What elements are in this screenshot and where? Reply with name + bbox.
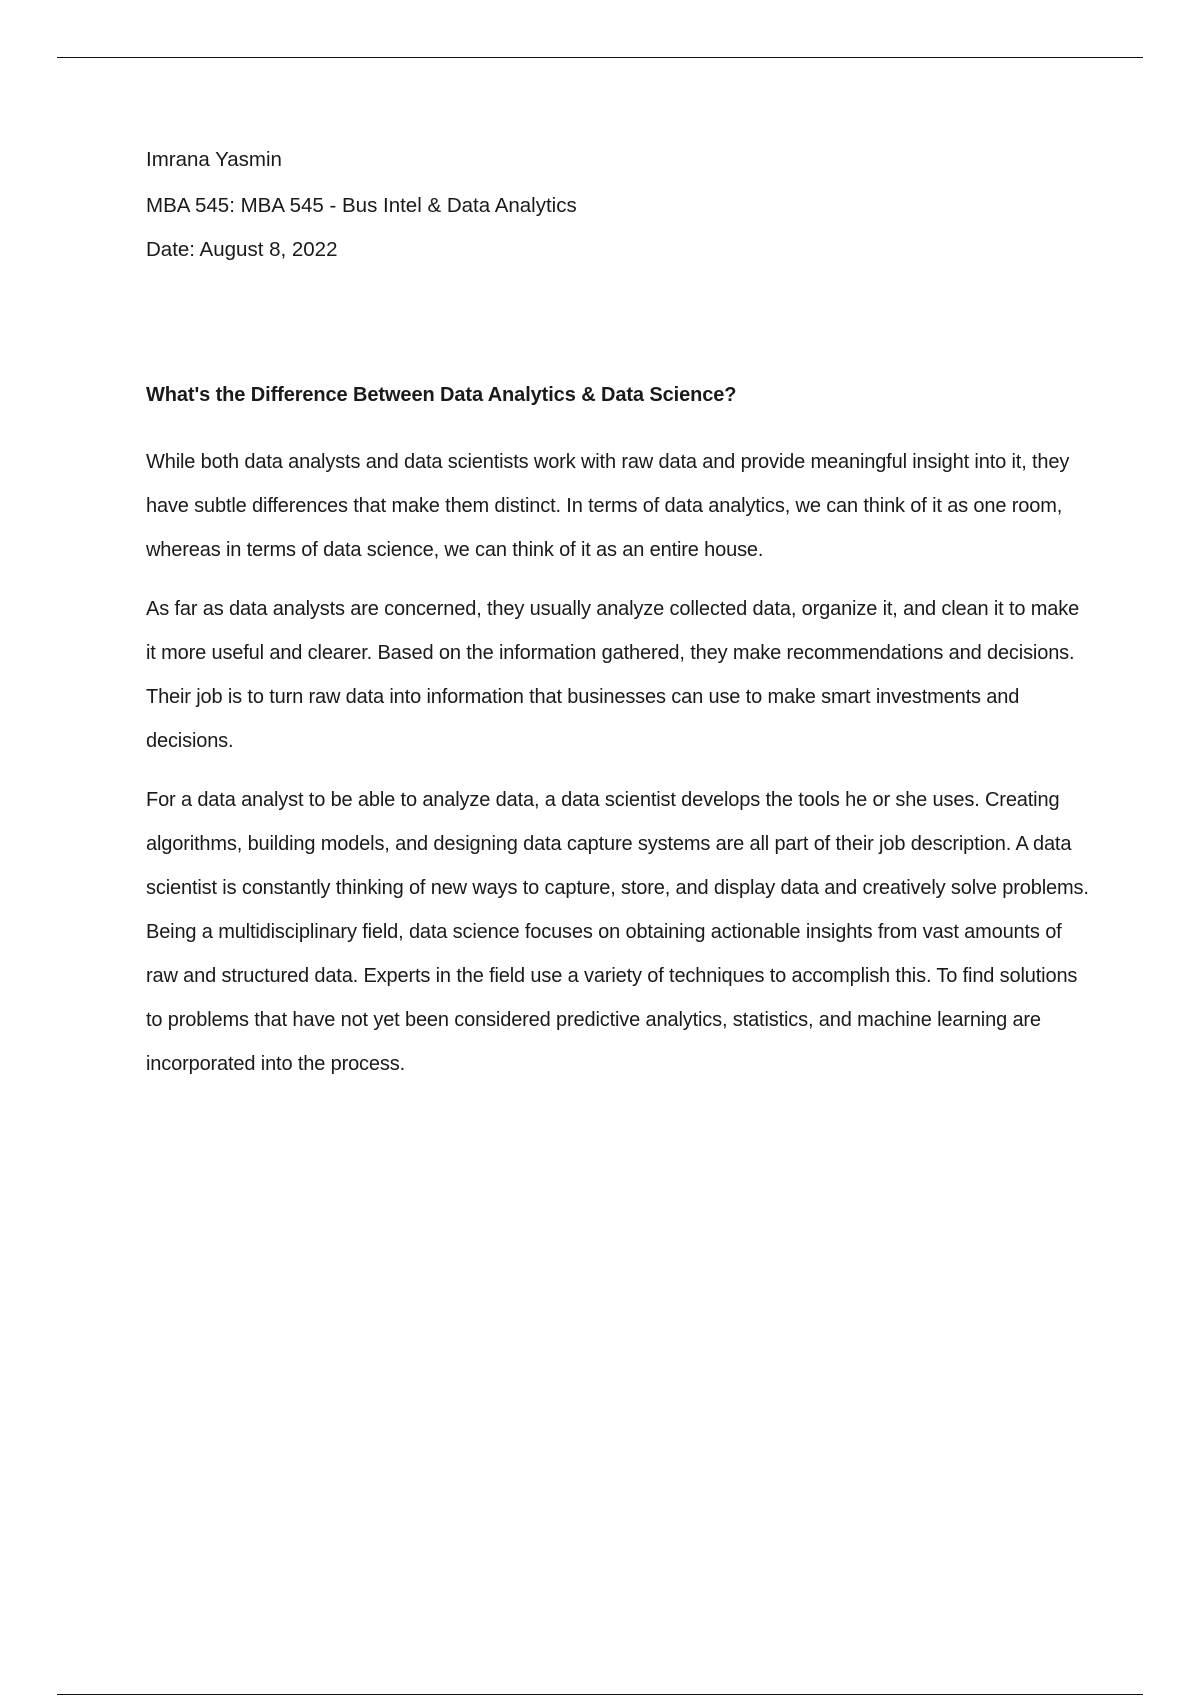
date-line: Date: August 8, 2022 bbox=[146, 238, 338, 261]
document-title: What's the Difference Between Data Analytics & Data Science? bbox=[146, 384, 737, 406]
author-name: Imrana Yasmin bbox=[146, 148, 282, 171]
paragraph-3: For a data analyst to be able to analyze data, a data scientist develops the tools he or she uses. Creating algorithms, building models, and designing data capture systems are all part of their job description. A data scientist is constantly thinking of new ways to capture, store, and display data and creatively solve problems. Being a multidisciplinary field, data science focuses on obtaining actionable insights from vast amounts of raw and structured data. Experts in the field use a variety of techniques to accomplish this. To find solutions to problems that have not yet been considered predictive analytics, statistics, and machine learning are incorporated into the process. bbox=[146, 789, 1089, 1075]
bottom-rule bbox=[57, 1694, 1143, 1695]
course-line: MBA 545: MBA 545 - Bus Intel & Data Analytics bbox=[146, 194, 577, 217]
paragraph-1: While both data analysts and data scientists work with raw data and provide meaningful insight into it, they have subtle differences that make them distinct. In terms of data analytics, we can think of it as one room, whereas in terms of data science, we can think of it as an entire house. bbox=[146, 451, 1070, 561]
document-body bbox=[146, 440, 1091, 1101]
top-rule bbox=[57, 57, 1143, 58]
paragraph-2: As far as data analysts are concerned, they usually analyze collected data, organize it, and clean it to make it more useful and clearer. Based on the information gathered, they make recommendations and decisions. Their job is to turn raw data into information that businesses can use to make smart investments and decisions. bbox=[146, 598, 1080, 752]
